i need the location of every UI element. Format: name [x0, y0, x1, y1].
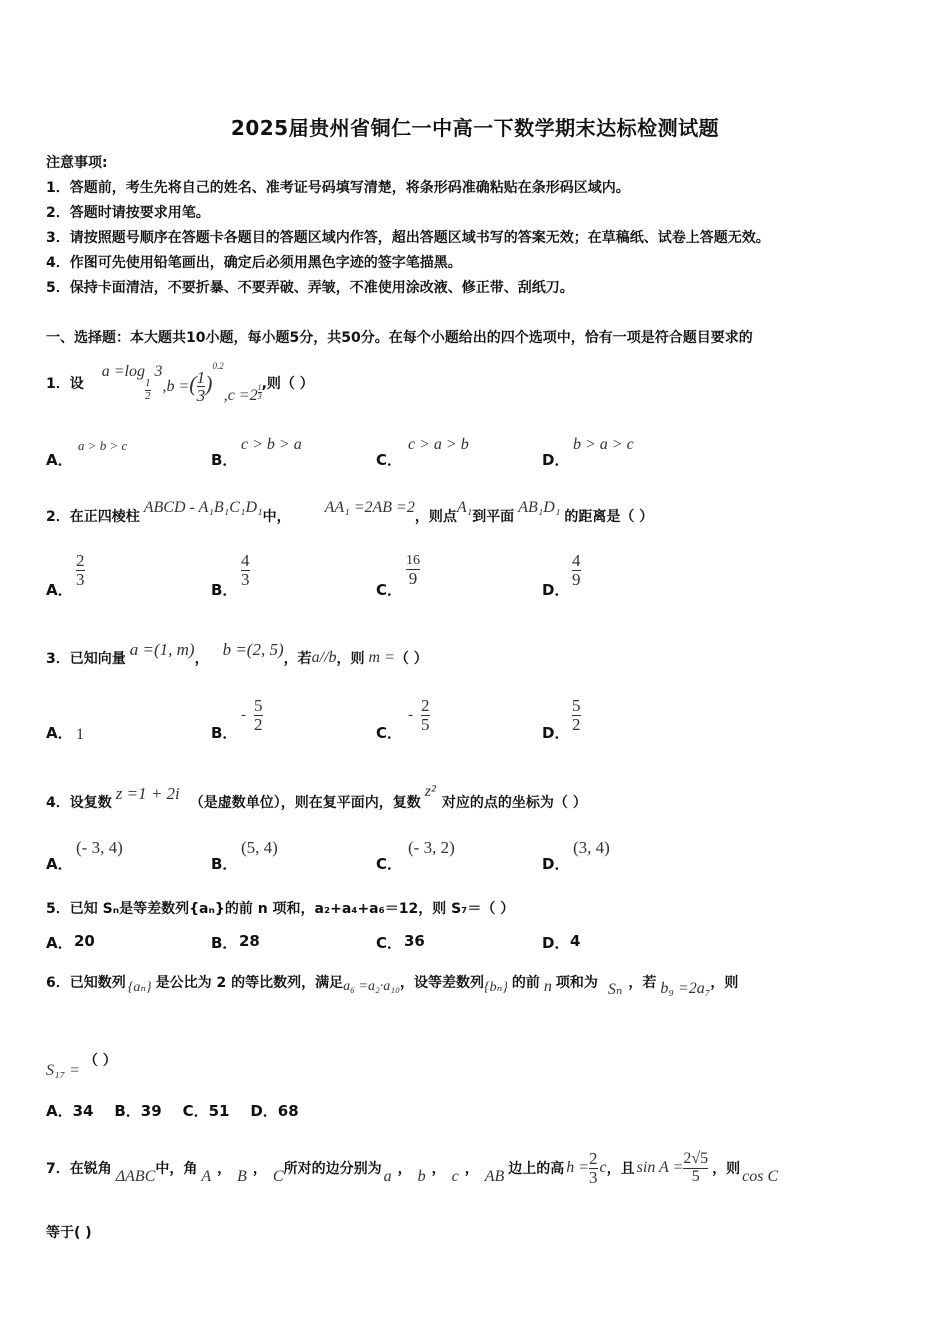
q3-option-c-label: C．: [376, 724, 403, 742]
q5-option-b-label: B．: [211, 934, 238, 952]
q4-z: z =1 + 2i: [115, 784, 180, 803]
q7-triangle: ΔABC: [115, 1168, 156, 1185]
q7-side-c: c: [451, 1168, 459, 1185]
q2-plane: AB₁D₁: [518, 499, 561, 516]
question-3: 3．已知向量 a =(1, m) ， b =(2, 5) ，若 a//b ，则 m = （ ）: [46, 640, 428, 667]
q1-option-b-label: B．: [211, 451, 238, 469]
q3-option-b-label: B．: [211, 724, 238, 742]
q4-option-d-label: D．: [542, 855, 570, 873]
q4-option-a[interactable]: (- 3, 4): [76, 838, 123, 857]
q1-log-base: $\frac{1}{2}$: [145, 377, 151, 402]
q1-option-b[interactable]: c > b > a: [241, 436, 302, 453]
notice-item-3: 3．请按照题号顺序在答题卡各题目的答题区域内作答，超出答题区域书写的答案无效；在草稿纸、试卷上答题无效。: [46, 230, 770, 246]
q7-side-a: a: [383, 1168, 392, 1185]
q7-AB: AB: [484, 1168, 505, 1185]
q3-option-a[interactable]: 1: [76, 726, 84, 743]
q1-option-a-label: A．: [46, 451, 73, 469]
question-6: 6．已知数列 {aₙ} 是公比为 2 的等比数列，满足 a₆ =a₂·a₁₀ ，设等差数列 {bₙ} 的前 n 项和为 Sₙ ，若 b₉ =2a₇ ，则: [46, 962, 738, 1002]
q3-condition: a//b: [311, 649, 337, 666]
q1-b-expr: ,b =( $\frac{1}{3}$ )$^{0.2}$: [162, 360, 224, 406]
q1-option-d[interactable]: b > a > c: [573, 436, 634, 453]
notice-heading: 注意事项:: [46, 155, 108, 171]
q1-tail: ,则（ ）: [261, 376, 314, 392]
q7-sinA: sin A =: [636, 1159, 684, 1176]
q6-n: n: [543, 978, 552, 995]
q3-option-a-label: A．: [46, 724, 73, 742]
q3-option-c[interactable]: - $\frac{2}{5}$: [408, 696, 430, 734]
q4-option-a-label: A．: [46, 855, 73, 873]
q6-options[interactable]: A．34 B．39 C．51 D．68: [46, 1102, 299, 1120]
q5-option-c-label: C．: [376, 934, 403, 952]
q6-seq-a: {aₙ}: [127, 979, 152, 995]
q2-option-a[interactable]: $\frac{2}{3}$: [76, 551, 85, 589]
q5-option-b[interactable]: 28: [239, 932, 260, 950]
q2-option-b[interactable]: $\frac{4}{3}$: [241, 551, 250, 589]
q1-option-c[interactable]: c > a > b: [408, 436, 469, 453]
q6-number: 6．已知数列: [46, 975, 126, 991]
q2-condition: AA₁ =2AB =2: [324, 499, 415, 516]
page-title: 2025届贵州省铜仁一中高一下数学期末达标检测试题: [230, 116, 720, 140]
q7-cosC: cos C: [742, 1168, 779, 1185]
q7-h-fraction: $\frac{2}{3}$: [589, 1148, 598, 1187]
q3-option-d-label: D．: [542, 724, 570, 742]
q4-option-c[interactable]: (- 3, 2): [408, 838, 455, 857]
q1-number: 1．设: [46, 376, 84, 392]
q5-option-d-label: D．: [542, 934, 570, 952]
question-4: 4．设复数 z =1 + 2i （是虚数单位），则在复平面内，复数 z² 对应的点的坐标为（ ）: [46, 783, 587, 811]
q7-angle-A: A: [201, 1168, 212, 1185]
q7-tail: 等于( ): [46, 1225, 92, 1241]
q5-option-c[interactable]: 36: [404, 932, 425, 950]
q7-angle-B: B: [237, 1168, 247, 1185]
q2-option-d[interactable]: $\frac{4}{9}$: [572, 551, 581, 589]
q6-condition-1: a₆ =a₂·a₁₀: [343, 979, 401, 994]
q2-option-c[interactable]: $\frac{16}{9}$: [406, 553, 420, 588]
q5-option-a[interactable]: 20: [74, 932, 95, 950]
q4-option-b[interactable]: (5, 4): [241, 838, 278, 857]
section-heading: 一、选择题：本大题共10小题，每小题5分，共50分。在每个小题给出的四个选项中，恰有一项是符合题目要求的: [46, 330, 753, 346]
q3-vector-b: b =(2, 5): [222, 640, 284, 659]
q7-number: 7．在锐角: [46, 1161, 112, 1177]
question-1: [46, 358, 314, 408]
q7-angle-C: C: [272, 1168, 284, 1185]
q5-option-d[interactable]: 4: [570, 932, 581, 950]
q2-point: A₁: [456, 499, 473, 516]
question-5: 5．已知 Sₙ是等差数列{aₙ}的前 n 项和，a₂+a₄+a₆＝12，则 S₇＝（ ）: [46, 901, 515, 917]
q4-option-d[interactable]: (3, 4): [573, 838, 610, 857]
q4-option-c-label: C．: [376, 855, 403, 873]
q2-option-d-label: D．: [542, 581, 570, 599]
q7-side-b: b: [417, 1168, 426, 1185]
notice-item-4: 4．作图可先使用铅笔画出，确定后必须用黑色字迹的签字笔描黑。: [46, 255, 462, 271]
q6-seq-b: {bₙ}: [484, 979, 508, 995]
q4-z-squared: z²: [424, 783, 436, 800]
q7-sin-fraction: $\frac{2√5}{5}$: [683, 1149, 709, 1185]
q2-number: 2．在正四棱柱: [46, 509, 140, 525]
q1-c-expr: ,c =2 $\frac{1}{3}$: [223, 382, 262, 404]
q6-ask: S₁₇ = （ ）: [46, 1053, 117, 1079]
q6-Sn: Sₙ: [607, 981, 623, 998]
q6-condition-2: b₉ =2a₇: [660, 980, 711, 997]
q3-m: m =: [368, 649, 395, 666]
q6-S17: S₁₇ =: [46, 1062, 80, 1079]
q3-option-b[interactable]: - $\frac{5}{2}$: [241, 696, 263, 734]
q3-vector-a: a =(1, m): [129, 640, 195, 659]
notice-item-5: 5．保持卡面清洁，不要折暴、不要弄破、弄皱，不准使用涂改液、修正带、刮纸刀。: [46, 280, 574, 296]
q7-h: h =: [566, 1159, 590, 1176]
q1-b-fraction: $\frac{1}{3}$: [196, 367, 206, 406]
q2-prism: ABCD - A₁B₁C₁D₁: [143, 499, 263, 516]
q2-option-c-label: C．: [376, 581, 403, 599]
q1-option-a[interactable]: a > b > c: [78, 438, 128, 453]
question-7: 7．在锐角 ΔABC 中，角 A ， B ， C 所对的边分别为 a ， b ， c ， AB 边上的高 h = $\frac{2}{3}$ c ，且 sin A = $\frac{2√5}{5}$ ，则 cos C: [46, 1148, 779, 1187]
q1-option-c-label: C．: [376, 451, 403, 469]
notice-item-2: 2．答题时请按要求用笔。: [46, 205, 210, 221]
q4-number: 4．设复数: [46, 795, 112, 811]
q1-option-d-label: D．: [542, 451, 570, 469]
q1-a-expr: a =log $\frac{1}{2}$ 3: [101, 363, 163, 402]
q2-option-a-label: A．: [46, 581, 73, 599]
q4-option-b-label: B．: [211, 855, 238, 873]
q5-option-a-label: A．: [46, 934, 73, 952]
q2-option-b-label: B．: [211, 581, 238, 599]
q1-c-exponent: $\frac{1}{3}$: [257, 382, 262, 401]
question-2: 2．在正四棱柱 ABCD - A₁B₁C₁D₁ 中， AA₁ =2AB =2 ，则点 A₁ 到平面 AB₁D₁ 的距离是（ ）: [46, 499, 654, 525]
q3-number: 3．已知向量: [46, 651, 126, 667]
notice-item-1: 1．答题前，考生先将自己的姓名、准考证号码填写清楚，将条形码准确粘贴在条形码区域内。: [46, 180, 630, 196]
q3-option-d[interactable]: $\frac{5}{2}$: [572, 696, 581, 734]
